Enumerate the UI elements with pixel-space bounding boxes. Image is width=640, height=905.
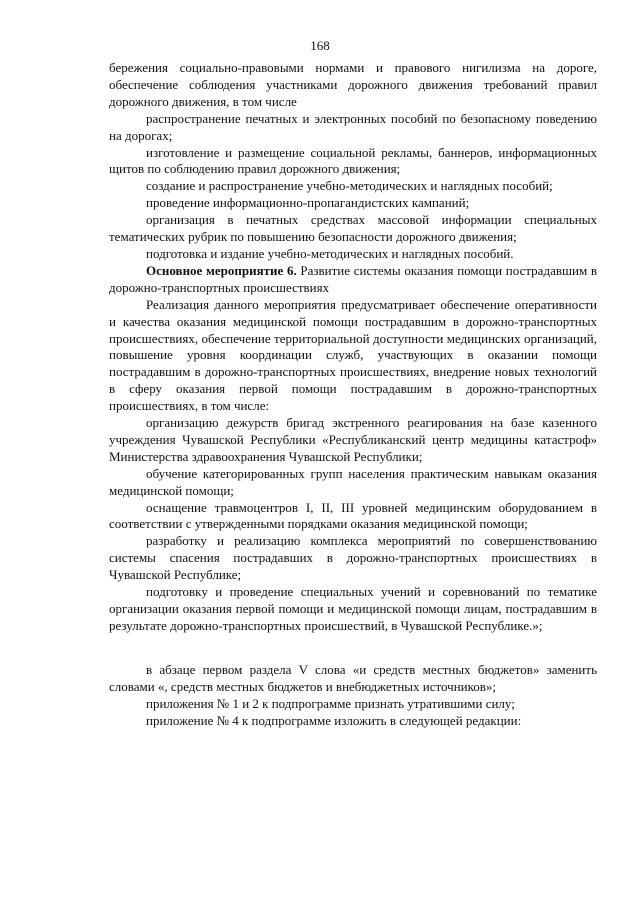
measure-heading: Основное мероприятие 6. (146, 262, 297, 278)
paragraph: обучение категорированных групп населения практическим навыкам оказания медицинской помощи; (109, 465, 597, 498)
paragraph: изготовление и размещение социальной рекламы, баннеров, информационных щитов по соблюдению правил дорожного движения; (109, 144, 597, 177)
page-number: 168 (310, 38, 330, 53)
measure-heading-text: Развитие системы оказания помощи пострадавшим в дорожно-транспортных происшествиях (109, 262, 597, 295)
paragraph-gap (109, 635, 597, 662)
paragraph: в абзаце первом раздела V слова «и средств местных бюджетов» заменить словами «, средств местных бюджетов и внебюджетных источников»; (109, 661, 597, 694)
document-body (109, 60, 597, 729)
paragraph: Реализация данного мероприятия предусматривает обеспечение оперативности и качества оказания медицинской помощи пострадавшим в дорожно-транспортных происшествиях, обеспечение территориальной доступности медицинских организаций, повышение уровня координации служб, участвующих в оказании помощи пострадавшим в дорожно-транспортных происшествиях, внедрение новых технологий в сферу оказания первой помощи пострадавшим в дорожно-транспортных происшествиях, в том числе: (109, 296, 597, 414)
measure-heading-paragraph (109, 263, 597, 297)
paragraph: оснащение травмоцентров I, II, III уровней медицинским оборудованием в соответствии с утвержденными порядками оказания медицинской помощи; (109, 499, 597, 532)
paragraph: приложение № 4 к подпрограмме изложить в следующей редакции: (146, 712, 522, 728)
paragraph: распространение печатных и электронных пособий по безопасному поведению на дорогах; (109, 110, 597, 143)
paragraph: бережения социально-правовыми нормами и правового нигилизма на дороге, обеспечение соблюдения участниками дорожного движения требований правил дорожного движения, в том числе (109, 60, 597, 109)
paragraph: организация в печатных средствах массовой информации специальных тематических рубрик по повышению безопасности дорожного движения; (109, 212, 597, 245)
paragraph: разработку и реализацию комплекса мероприятий по совершенствованию системы спасения пострадавших в дорожно-транспортных происшествиях в Чувашской Республике; (109, 533, 597, 583)
paragraph: приложения № 1 и 2 к подпрограмме признать утратившими силу; (146, 695, 515, 711)
paragraph: создание и распространение учебно-методических и наглядных пособий; (146, 178, 553, 194)
paragraph: организацию дежурств бригад экстренного реагирования на базе казенного учреждения Чувашской Республики «Республиканский центр медицины катастроф» Министерства здравоохранения Чувашской Республики; (109, 415, 597, 464)
paragraph: проведение информационно-пропагандистских кампаний; (146, 195, 470, 211)
paragraph: подготовку и проведение специальных учений и соревнований по тематике организации оказания первой помощи и медицинской помощи лицам, пострадавшим в результате дорожно-транспортных происшествий, в Чувашской Республике.»; (109, 584, 597, 633)
paragraph: подготовка и издание учебно-методических и наглядных пособий. (146, 245, 514, 261)
